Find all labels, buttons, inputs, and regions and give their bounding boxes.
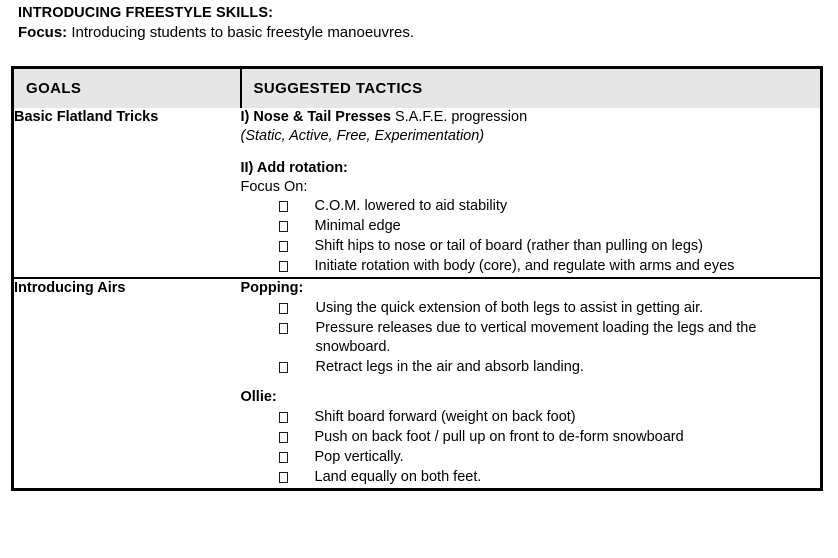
focus-text: Introducing students to basic freestyle manoeuvres. [67,24,415,41]
checkbox-icon [279,472,288,483]
list-item [241,257,821,276]
tactic-section [241,159,821,276]
bullet-list [241,408,821,487]
bullet-list [241,299,821,377]
list-item-label: Shift board forward (weight on back foot) [314,408,576,425]
goal-cell [13,278,241,489]
list-item [241,197,821,216]
section-subline-italic: (Static, Active, Free, Experimentation) [240,127,485,144]
section-heading-bold: I) Nose & Tail Presses [240,109,391,125]
goal-cell [13,108,241,278]
list-item-label: C.O.M. lowered to aid stability [314,198,508,215]
section-heading [241,159,821,178]
section-heading-bold: Popping: [240,280,304,297]
freestyle-skills-table [11,66,823,491]
list-item-label: Pop vertically. [314,448,404,465]
section-heading [241,108,821,127]
list-item [241,319,821,357]
focus-label: Focus: [18,24,68,41]
checkbox-icon [279,452,288,463]
table-head [13,68,822,109]
goal-label: Basic Flatland Tricks [14,109,159,125]
list-item-label: Push on back foot / pull up on front to de-form snowboard [314,428,684,445]
section-heading-bold: Ollie: [240,388,277,405]
header-cell-goals [13,68,241,109]
intro-block [18,4,818,43]
checkbox-icon [279,241,288,252]
checkbox-icon [279,432,288,443]
section-spacer [241,145,821,159]
checkbox-icon [279,201,288,212]
list-item [241,468,821,487]
table-header-row [13,68,822,109]
checkbox-icon [279,303,288,314]
list-item [241,358,821,377]
list-item-label: Minimal edge [314,218,401,235]
document-title: INTRODUCING FREESTYLE SKILLS: [18,5,274,21]
header-cell-tactics [241,68,822,109]
list-item [241,299,821,318]
list-item-label: Initiate rotation with body (core), and regulate with arms and eyes [314,258,735,275]
list-item [241,428,821,447]
focus-line [18,23,818,43]
table-body [13,108,822,489]
list-item [241,448,821,467]
list-item [241,408,821,427]
column-header-goals: GOALS [26,80,82,97]
tactics-cell [241,108,822,278]
section-subline: Focus On: [240,178,308,195]
list-item-label: Pressure releases due to vertical movement loading the legs and the snowboard. [315,319,757,355]
column-header-tactics: SUGGESTED TACTICS [253,80,423,97]
list-item-label: Using the quick extension of both legs to assist in getting air. [315,299,704,316]
tactic-section [241,388,821,487]
list-item-label: Land equally on both feet. [314,468,482,485]
list-item [241,237,821,256]
checkbox-icon [279,362,288,373]
section-heading-rest: S.A.F.E. progression [390,109,528,125]
section-heading-bold: II) Add rotation: [240,160,348,177]
tactic-section [241,279,821,377]
checkbox-icon [279,323,288,334]
checkbox-icon [279,412,288,423]
list-item-label: Retract legs in the air and absorb landing. [315,358,584,375]
goal-label: Introducing Airs [14,280,126,297]
list-item [241,217,821,236]
table-row [13,108,822,278]
checkbox-icon [279,261,288,272]
bullet-list [241,197,821,276]
list-item-label: Shift hips to nose or tail of board (rather than pulling on legs) [314,238,704,255]
section-spacer [241,378,821,388]
tactics-cell [241,278,822,489]
tactic-section [241,108,821,145]
checkbox-icon [279,221,288,232]
section-heading [241,279,821,298]
table-row [13,278,822,489]
section-heading [241,388,821,407]
